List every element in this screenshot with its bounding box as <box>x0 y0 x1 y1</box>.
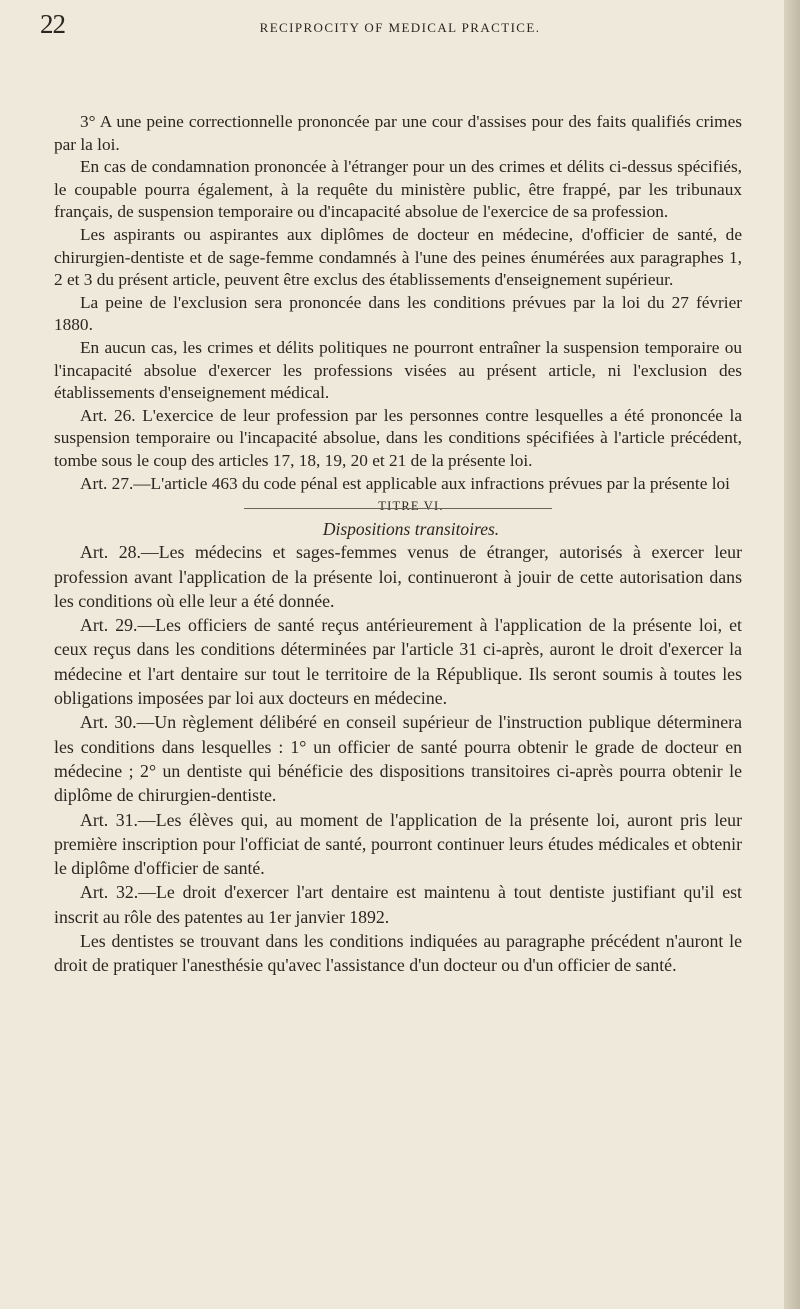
paragraph: Art. 31.—Les élèves qui, au moment de l'application de la présente loi, auront pris leur première inscription pour l'officiat de santé, pourront continuer leurs études médicales et obtenir le diplôme d'officier de santé. <box>54 809 742 879</box>
page-edge <box>784 0 800 1309</box>
section-title: TITRE VI. <box>378 499 444 514</box>
body-text <box>54 111 742 978</box>
paragraph: Art. 32.—Le droit d'exercer l'art dentaire est maintenu à tout dentiste justifiant qu'il est inscrit au rôle des patentes au 1er janvier 1892. <box>54 882 742 927</box>
paragraph: En aucun cas, les crimes et délits politiques ne pourront entraîner la suspension temporaire ou l'incapacité absolue d'exercer les professions visées au présent article, ni l'exclusion des établissements d'enseignement médical. <box>54 337 742 403</box>
page-number: 22 <box>40 9 65 39</box>
paragraph: Art. 26. L'exercice de leur profession par les personnes contre lesquelles a été prononcée la suspension temporaire ou l'incapacité absolue, dans les conditions spécifiées à l'article précédent, tombe sous le coup des articles 17, 18, 19, 20 et 21 de la présente loi. <box>54 405 742 470</box>
section-subtitle: Dispositions transitoires. <box>54 518 742 541</box>
paragraph: Art. 28.—Les médecins et sages-femmes venus de étranger, autorisés à exercer leur profession avant l'application de la présente loi, continueront à jouir de cette autorisation dans les conditions où elle leur a été donnée. <box>54 542 742 611</box>
paragraph: En cas de condamnation prononcée à l'étranger pour un des crimes et délits ci-dessus spécifiés, le coupable pourra également, à la requête du ministère public, être frappé, par les tribunaux français, de suspension temporaire ou d'incapacité absolue de l'exercice de sa profession. <box>54 157 742 222</box>
page-header <box>40 2 740 46</box>
paragraph: Art. 30.—Un règlement délibéré en conseil supérieur de l'instruction publique déterminera les conditions dans lesquelles : 1° un officier de santé pourra obtenir le grade de docteur en médecine ; 2° un dentiste qui bénéficie des dispositions transitoires ci-après pourra obtenir le diplôme de chirurgien-dentiste. <box>54 712 742 806</box>
paragraph: 3° A une peine correctionnelle prononcée par une cour d'assises pour des faits qualifiés crimes par la loi. <box>54 112 742 154</box>
lower-text <box>54 540 742 977</box>
running-head: RECIPROCITY OF MEDICAL PRACTICE. <box>259 20 541 35</box>
paragraph: La peine de l'exclusion sera prononcée dans les conditions prévues par la loi du 27 février 1880. <box>54 292 742 335</box>
paragraph: Les aspirants ou aspirantes aux diplômes de docteur en médecine, d'officier de santé, de chirurgien-dentiste et de sage-femme condamnés à l'une des peines énumérées aux paragraphes 1, 2 et 3 du présent article, peuvent être exclus des établissements d'enseignement supérieur. <box>54 224 742 290</box>
paragraph: Les dentistes se trouvant dans les conditions indiquées au paragraphe précédent n'auront le droit de pratiquer l'anesthésie qu'avec l'assistance d'un docteur ou d'un officier de santé. <box>54 931 742 976</box>
paragraph: Art. 29.—Les officiers de santé reçus antérieurement à l'application de la présente loi, et ceux reçus dans les conditions déterminées par l'article 31 ci-après, auront le droit d'exercer la médecine et l'art dentaire sur tout le territoire de la République. Ils seront soumis à toutes les obligations imposées par loi aux docteurs en médecine. <box>54 615 742 709</box>
paragraph: Art. 27.—L'article 463 du code pénal est applicable aux infractions prévues par la présente loi <box>80 473 730 493</box>
